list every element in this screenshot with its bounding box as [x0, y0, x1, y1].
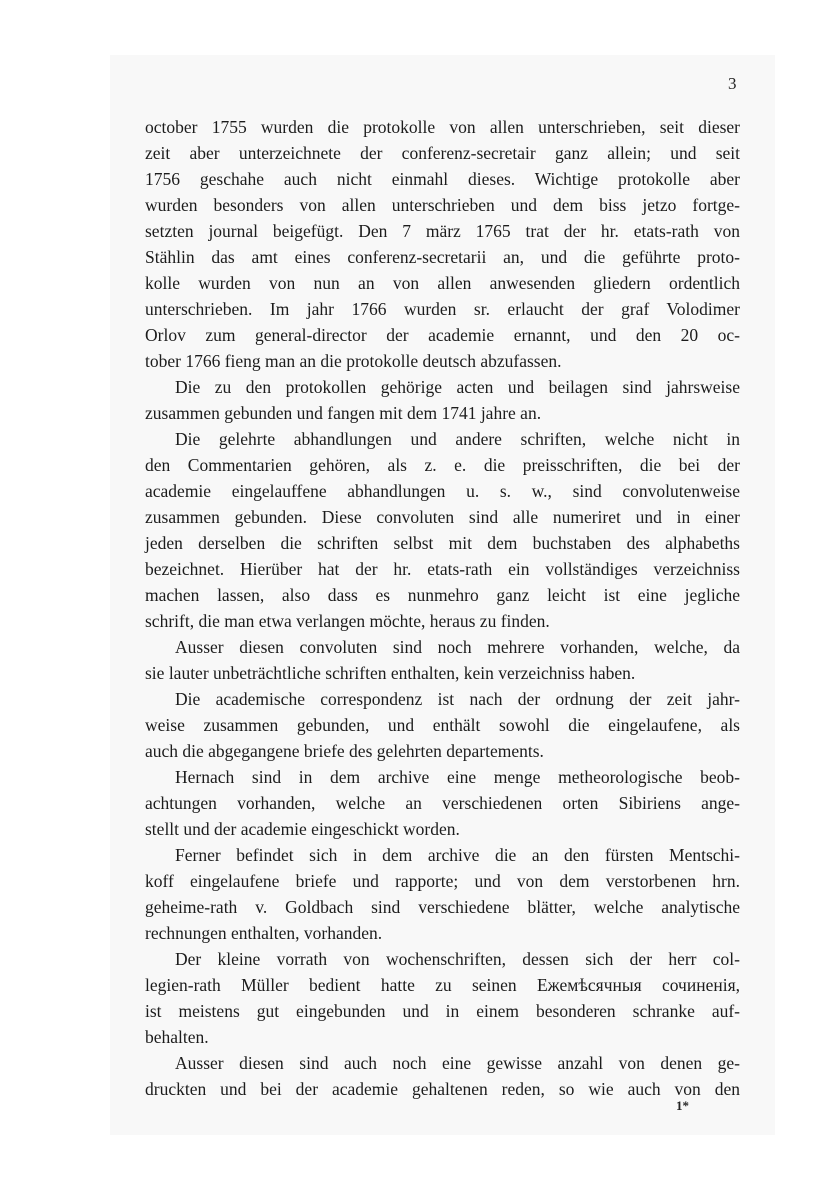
- text-line: den Commentarien gehören, als z. e. die preisschriften, die bei der: [145, 455, 740, 475]
- text-line: machen lassen, also dass es nunmehro ganz leicht ist eine jegliche: [145, 585, 740, 605]
- text-line: zusammen gebunden. Diese convoluten sind alle numeriret und in einer: [145, 507, 740, 527]
- text-line: zeit aber unterzeichnete der conferenz-secretair ganz allein; und seit: [145, 143, 740, 163]
- text-line: unterschrieben. Im jahr 1766 wurden sr. erlaucht der graf Volodimer: [145, 299, 740, 319]
- text-line: stellt und der academie eingeschickt worden.: [145, 819, 460, 839]
- text-line: Ausser diesen sind auch noch eine gewisse anzahl von denen ge-: [175, 1053, 740, 1073]
- text-line: tober 1766 fieng man an die protokolle deutsch abzufassen.: [145, 351, 562, 371]
- text-line: druckten und bei der academie gehaltenen reden, so wie auch von den: [145, 1079, 740, 1099]
- text-line: bezeichnet. Hierüber hat der hr. etats-rath ein vollständiges verzeichniss: [145, 559, 740, 579]
- text-line: jeden derselben die schriften selbst mit dem buchstaben des alphabeths: [145, 533, 740, 553]
- text-line: Stählin das amt eines conferenz-secretarii an, und die geführte proto-: [145, 247, 740, 267]
- signature-mark: 1*: [676, 1098, 689, 1113]
- body-text: [145, 117, 740, 1105]
- text-line: academie eingelauffene abhandlungen u. s. w., sind convolutenweise: [145, 481, 740, 501]
- text-line: ist meistens gut eingebunden und in einem besonderen schranke auf-: [145, 1001, 740, 1021]
- text-line: wurden besonders von allen unterschrieben und dem biss jetzo fortge-: [145, 195, 740, 215]
- text-line: Die gelehrte abhandlungen und andere schriften, welche nicht in: [175, 429, 740, 449]
- text-line: october 1755 wurden die protokolle von allen unterschrieben, seit dieser: [145, 117, 740, 137]
- text-line: auch die abgegangene briefe des gelehrten departements.: [145, 741, 544, 761]
- text-line: achtungen vorhanden, welche an verschiedenen orten Sibiriens ange-: [145, 793, 740, 813]
- page-number: 3: [728, 74, 737, 93]
- text-line: behalten.: [145, 1027, 209, 1047]
- text-line: kolle wurden von nun an von allen anwesenden gliedern ordentlich: [145, 273, 740, 293]
- text-line: geheime-rath v. Goldbach sind verschiedene blätter, welche analytische: [145, 897, 740, 917]
- text-line: Ferner befindet sich in dem archive die an den fürsten Mentschi-: [175, 845, 740, 865]
- text-line: zusammen gebunden und fangen mit dem 1741 jahre an.: [145, 403, 542, 423]
- text-line: Die zu den protokollen gehörige acten und beilagen sind jahrsweise: [175, 377, 740, 397]
- text-line: schrift, die man etwa verlangen möchte, heraus zu finden.: [145, 611, 550, 631]
- text-line: Die academische correspondenz ist nach der ordnung der zeit jahr-: [175, 689, 740, 709]
- text-line: Orlov zum general-director der academie ernannt, und den 20 oc-: [145, 325, 740, 345]
- text-line: weise zusammen gebunden, und enthält sowohl die eingelaufene, als: [145, 715, 740, 735]
- text-line: setzten journal beigefügt. Den 7 märz 1765 trat der hr. etats-rath von: [145, 221, 740, 241]
- text-line: legien-rath Müller bedient hatte zu seinen Ежемѣсячныя сочиненія,: [145, 975, 740, 995]
- text-line: Der kleine vorrath von wochenschriften, dessen sich der herr col-: [175, 949, 740, 969]
- text-line: sie lauter unbeträchtliche schriften enthalten, kein verzeichniss haben.: [145, 663, 636, 683]
- text-line: koff eingelaufene briefe und rapporte; und von dem verstorbenen hrn.: [145, 871, 740, 891]
- text-line: Ausser diesen convoluten sind noch mehrere vorhanden, welche, da: [175, 637, 740, 657]
- text-line: rechnungen enthalten, vorhanden.: [145, 923, 383, 943]
- text-line: 1756 geschahe auch nicht einmahl dieses. Wichtige protokolle aber: [145, 169, 740, 189]
- text-line: Hernach sind in dem archive eine menge metheorologische beob-: [175, 767, 740, 787]
